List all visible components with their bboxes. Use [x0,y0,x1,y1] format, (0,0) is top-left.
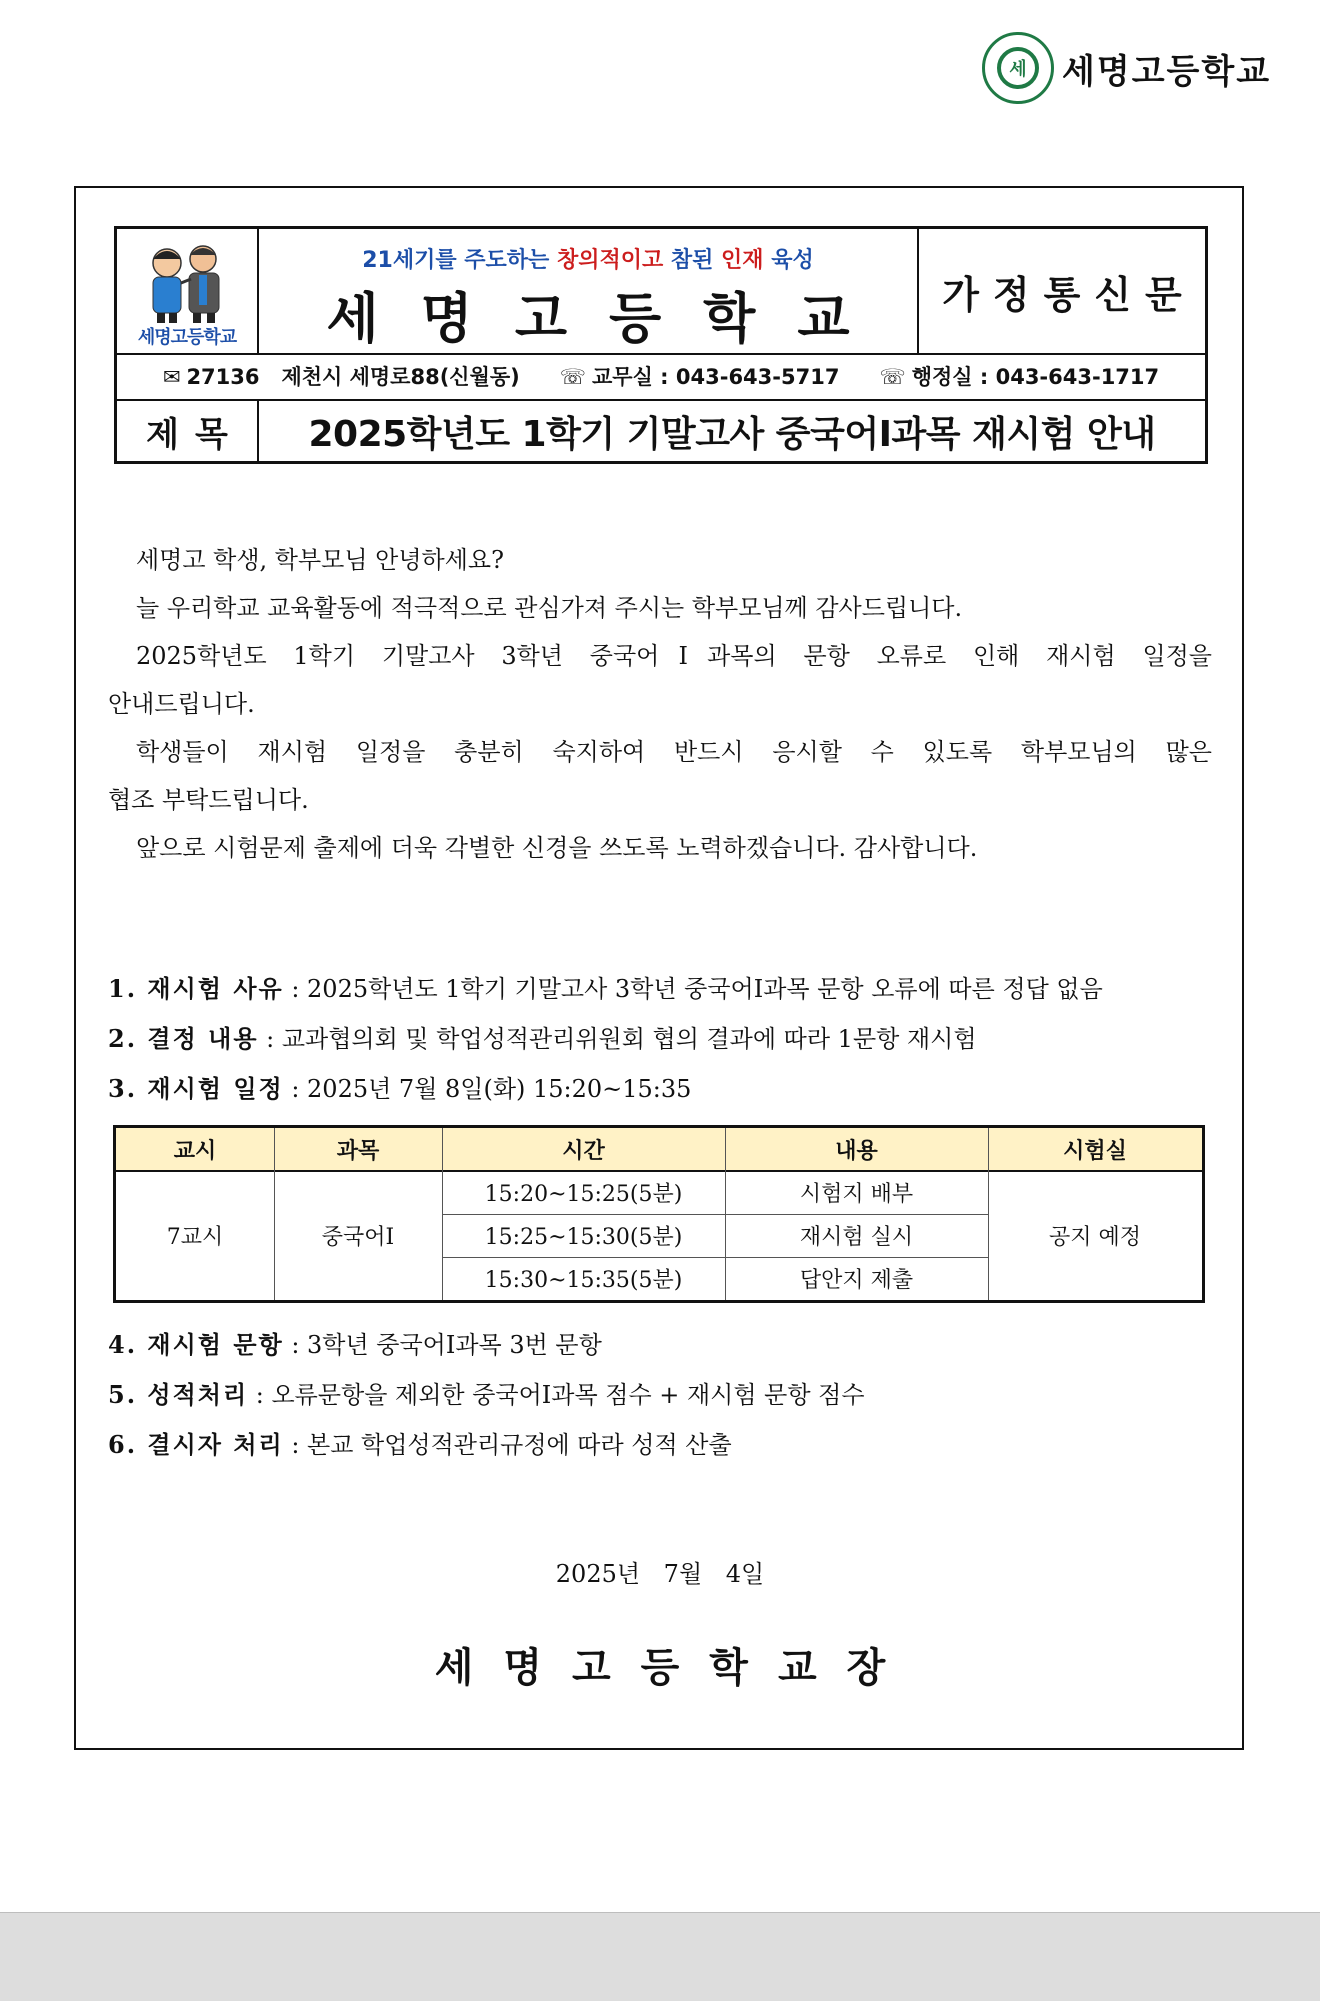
item-label: 2. 결정 내용 [108,1024,259,1053]
item-text: : 2025학년도 1학기 기말고사 3학년 중국어Ⅰ과목 문항 오류에 따른 정답 없음 [283,975,1103,1003]
list-item [108,1014,1212,1064]
principal-signature: 세명고등학교장 [434,1644,916,1691]
logo-school-name: 세명고등학교 [1062,51,1272,92]
letterhead [114,226,1208,464]
phone-icon: ☏ [879,365,906,389]
schedule-table [113,1125,1205,1303]
table-header-cell: 내용 [835,1138,878,1164]
paragraph-notice-line1: 2025학년도 1학기 기말고사 3학년 중국어Ⅰ과목의 문항 오류로 인해 재시험 일정을 [136,642,1212,670]
postal-icon: ✉ [162,365,181,389]
item-label: 5. 성적처리 [108,1380,249,1409]
content-cell: 시험지 배부 [799,1181,914,1207]
table-header-cell: 과목 [336,1138,380,1164]
item-text: : 3학년 중국어Ⅰ과목 3번 문항 [283,1331,602,1359]
contact-row [117,353,1205,401]
slogan-text: 21세기를 주도하는 [362,248,557,273]
detail-list-bottom [108,1320,1212,1470]
list-item [108,964,1212,1014]
phone-1 [560,361,840,391]
item-label: 4. 재시험 문항 [108,1330,284,1359]
item-label: 6. 결시자 처리 [108,1430,284,1459]
paragraph-notice-line2: 안내드립니다. [108,690,255,718]
content-cell: 답안지 제출 [799,1268,914,1293]
item-text: : 본교 학업성적관리규정에 따라 성적 산출 [283,1431,732,1459]
item-label: 3. 재시험 일정 [108,1074,284,1103]
content-cell: 재시험 실시 [799,1225,914,1250]
phone-1-text: 교무실 : 043-643-5717 [592,365,840,389]
mascot-cell [117,229,259,353]
slogan-text: 육성 [763,248,814,273]
document-type: 가정통신문 [942,272,1196,317]
letterhead-center [259,229,919,353]
letter-body [108,536,1212,872]
slogan-text: 참된 [663,248,722,273]
list-item [108,1370,1212,1420]
paragraph-request-line2: 협조 부탁드립니다. [108,786,309,814]
item-label: 1. 재시험 사유 [108,974,284,1003]
greeting: 세명고 학생, 학부모님 안녕하세요? [136,546,504,574]
item-text: : 교과협의회 및 학업성적관리위원회 협의 결과에 따라 1문항 재시험 [258,1025,977,1053]
school-slogan [259,243,917,274]
postal-code: 27136 [186,365,260,389]
paragraph-request-line1: 학생들이 재시험 일정을 충분히 숙지하여 반드시 응시할 수 있도록 학부모님의 많은 [136,738,1212,766]
subject-row [117,401,1205,461]
subject-title: 2025학년도 1학기 기말고사 중국어Ⅰ과목 재시험 안내 [308,413,1156,455]
subject-label: 제목 [117,401,259,461]
postal-info [163,361,520,391]
list-item [108,1064,1212,1114]
phone-2 [879,361,1159,391]
slogan-highlight: 창의적이고 [556,248,664,273]
phone-2-text: 행정실 : 043-643-1717 [911,365,1160,389]
list-item [108,1420,1212,1470]
room-cell: 공지 예정 [1048,1224,1141,1250]
detail-list-top [108,964,1212,1114]
list-item [108,1320,1212,1370]
mascot-icon [137,239,237,323]
letterhead-top-row [117,229,1205,355]
mascot-caption: 세명고등학교 [137,327,237,348]
item-text: : 오류문항을 제외한 중국어Ⅰ과목 점수 + 재시험 문항 점수 [248,1381,865,1409]
window-bottom-bar [0,1912,1320,2001]
period-cell: 7교시 [166,1224,224,1250]
table-header-cell: 시험실 [1063,1138,1127,1164]
time-cell: 15:30~15:35(5분) [484,1268,683,1293]
school-seal-icon: 세 [982,32,1054,104]
subject-cell: 중국어Ⅰ [321,1224,395,1250]
school-logo [982,30,1271,106]
paragraph-closing: 앞으로 시험문제 출제에 더욱 각별한 신경을 쓰도록 노력하겠습니다. 감사합니다. [136,834,978,862]
table-header-cell: 교시 [173,1138,217,1164]
school-name-title: 세명고등학교 [326,287,892,350]
item-text: : 2025년 7월 8일(화) 15:20~15:35 [283,1075,692,1103]
table-header-cell: 시간 [562,1138,605,1164]
time-cell: 15:20~15:25(5분) [484,1181,683,1207]
time-cell: 15:25~15:30(5분) [484,1225,683,1250]
address: 제천시 세명로88(신월동) [281,365,520,389]
paragraph-thanks: 늘 우리학교 교육활동에 적극적으로 관심가져 주시는 학부모님께 감사드립니다. [136,594,963,622]
issue-date: 2025년 7월 4일 [555,1560,765,1588]
phone-icon: ☏ [559,365,587,389]
slogan-highlight: 인재 [721,248,764,273]
